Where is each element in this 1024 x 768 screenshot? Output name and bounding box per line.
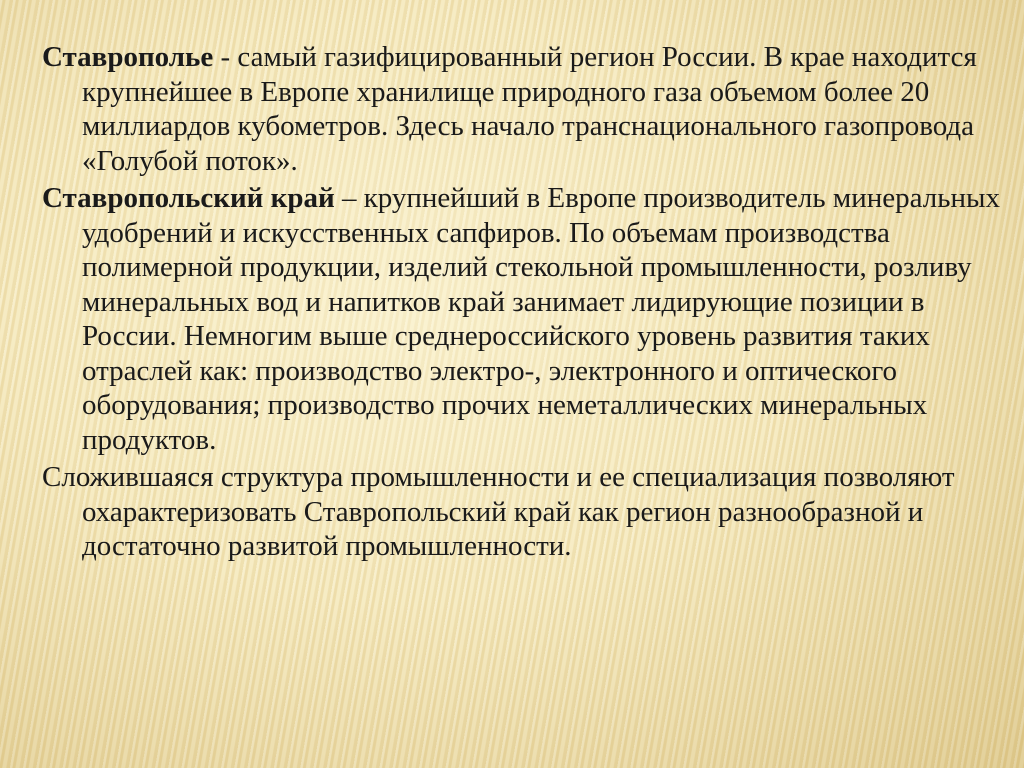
paragraph-industry — [42, 181, 1002, 457]
paragraph-lead-term: Ставрополье — [42, 41, 214, 73]
paragraph-conclusion — [42, 460, 1002, 564]
paragraph-text: Сложившаяся структура промышленности и ее специализация позволяют охарактеризовать Ставропольский край как регион разнообразной и достаточно развитой промышленности. — [42, 461, 955, 562]
paragraph-text: - самый газифицированный регион России. В крае находится крупнейшее в Европе хранилище природного газа объемом более 20 миллиардов кубометров. Здесь начало транснационального газопровода «Голубой поток». — [82, 41, 977, 177]
paragraph-text: – крупнейший в Европе производитель минеральных удобрений и искусственных сапфиров. По объемам производства полимерной продукции, изделий стекольной промышленности, розливу минеральных вод и напитков край занимает лидирующие позиции в России. Немногим выше среднероссийского уровень развития таких отраслей как: производство электро-, электронного и оптического оборудования; производство прочих неметаллических минеральных продуктов. — [82, 182, 1000, 456]
paragraph-gasification — [42, 40, 1002, 178]
paragraph-lead-term: Ставропольский край — [42, 182, 335, 214]
slide-body — [42, 40, 1002, 567]
